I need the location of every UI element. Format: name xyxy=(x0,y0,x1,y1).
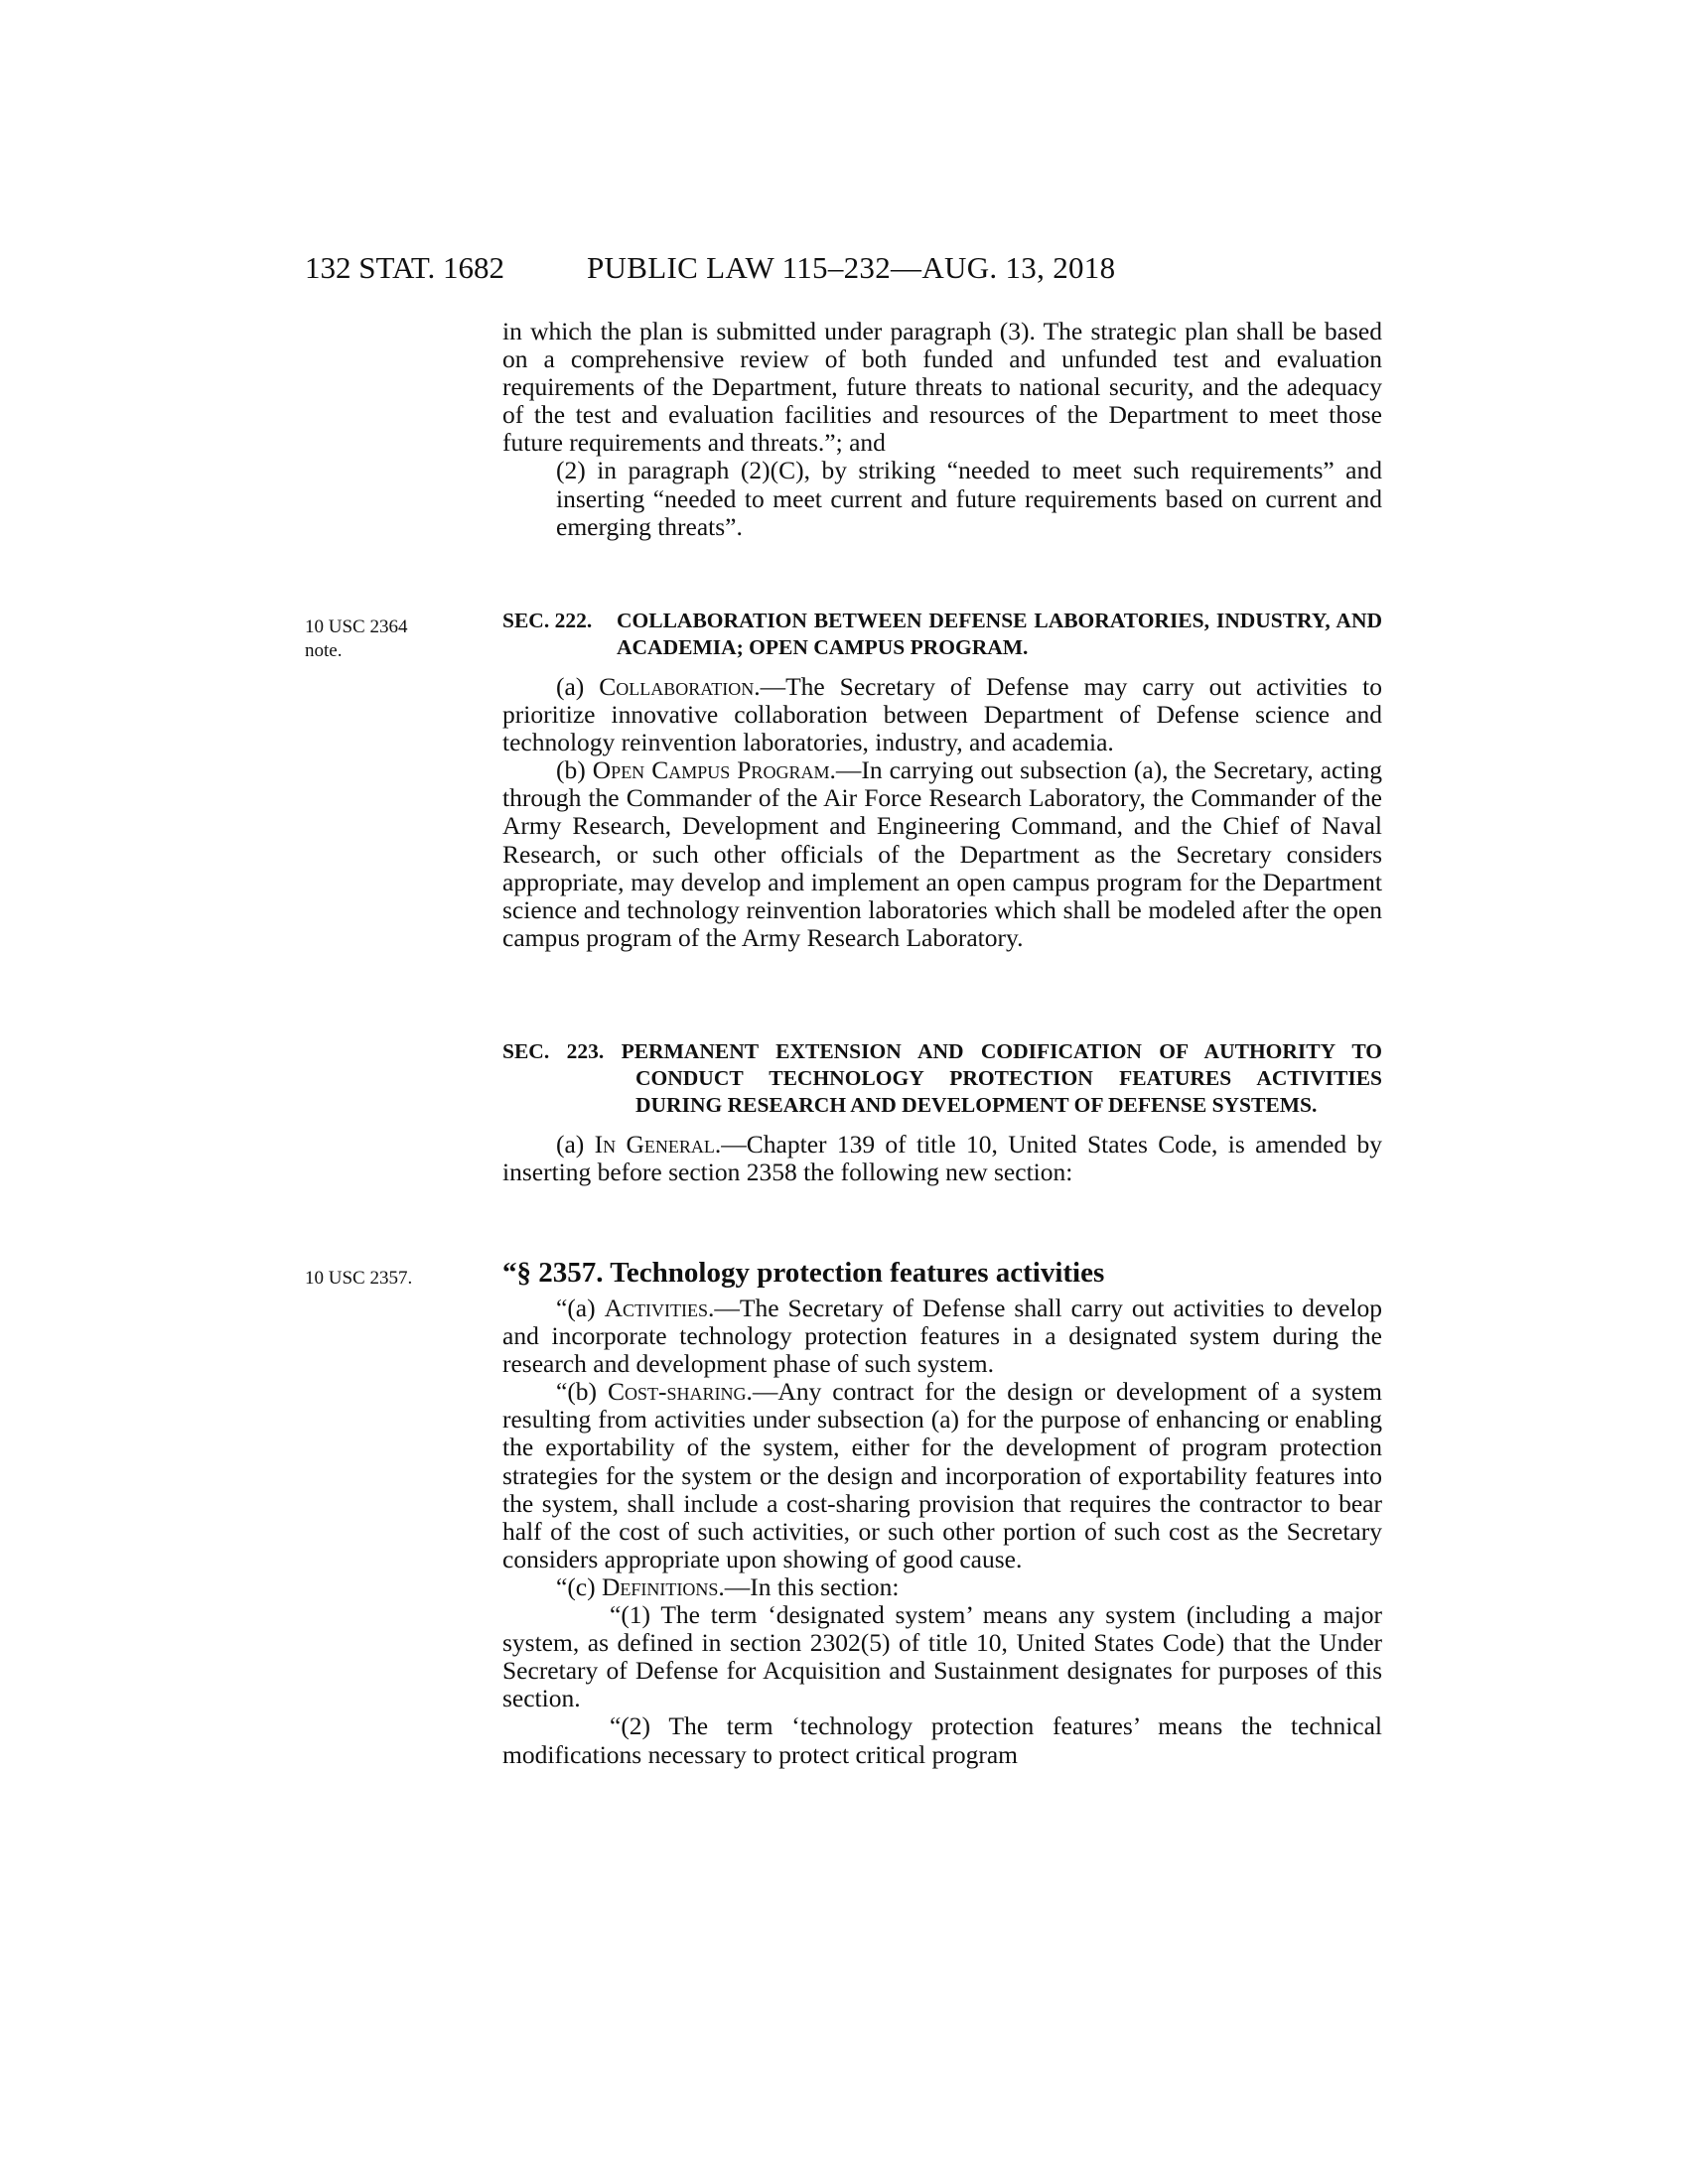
section-223-label: SEC. 223. xyxy=(502,1039,605,1063)
subsection-b-open-campus: (b) Open Campus Program.—In carrying out subsection (a), the Secretary, acting through the Commander of the Air Force Research Laboratory, the Commander of the Army Research, Development and Engineering Command, and the Chief of Naval Research, or such other officials of the Department as the Secretary considers appropriate, may develop and implement an open campus program for the Department science and technology reinvention laboratories which shall be modeled after the open campus program of the Army Research Laboratory. xyxy=(502,755,1383,952)
body-text-top xyxy=(502,318,1382,541)
subsection-a-in-general: (a) In General.—Chapter 139 of title 10, United States Code, is amended by inserting before section 2358 the following new section: xyxy=(502,1130,1383,1187)
paragraph-strategic-plan: in which the plan is submitted under paragraph (3). The strategic plan shall be based on a comprehensive review of both funded and unfunded test and evaluation requirements of the Department, future threats to national security, and the adequacy of the test and evaluation facilities and resources of the Department to meet those future requirements and threats.”; and xyxy=(502,317,1382,458)
page-header xyxy=(0,250,1688,300)
code-subsection-a-activities: “(a) Activities.—The Secretary of Defense shall carry out activities to develop and incorporate technology protection features in a designated system during the research and development phase of such system. xyxy=(502,1294,1382,1379)
code-subsection-c-definitions: “(c) Definitions.—In this section: xyxy=(556,1571,900,1601)
section-2357 xyxy=(502,1257,1382,1769)
code-subsection-b-cost-sharing: “(b) Cost-sharing.—Any contract for the design or development of a system resulting from activities under subsection (a) for the purpose of enhancing or enabling the exportability of the system, either for the development of program protection strategies for the system or the design and incorporation of exportability features into the system, shall include a cost-sharing provision that requires the contractor to bear half of the cost of such activities, or such other portion of such cost as the Secretary considers appropriate upon showing of good cause. xyxy=(502,1377,1382,1573)
definition-2-technology-protection-features: “(2) The term ‘technology protection features’ means the technical modifications necessary to protect critical program xyxy=(502,1711,1382,1769)
subsection-heading: Definitions xyxy=(602,1571,719,1601)
subsection-heading: Cost-sharing xyxy=(608,1377,747,1407)
subsection-heading: In General xyxy=(594,1130,715,1159)
subsection-a-collaboration: (a) Collaboration.—The Secretary of Defense may carry out activities to prioritize innovative collaboration between Department of Defense science and technology reinvention laboratories, industry, and academia. xyxy=(502,672,1382,757)
section-222-heading xyxy=(502,608,1382,661)
margin-note-line: 10 USC 2357. xyxy=(305,1268,413,1289)
section-223-heading xyxy=(502,1038,1382,1119)
section-222-title: COLLABORATION BETWEEN DEFENSE LABORATORIES, INDUSTRY, AND ACADEMIA; OPEN CAMPUS PROGRAM. xyxy=(617,609,1382,659)
law-title: PUBLIC LAW 115–232—AUG. 13, 2018 xyxy=(587,250,1116,285)
subsection-heading: Collaboration xyxy=(599,672,755,701)
margin-note-usc-2364 xyxy=(305,615,484,663)
section-223 xyxy=(502,1038,1382,1186)
section-222 xyxy=(502,608,1382,952)
section-223-title: PERMANENT EXTENSION AND CODIFICATION OF AUTHORITY TO CONDUCT TECHNOLOGY PROTECTION FEATURES ACTIVITIES DURING RESEARCH AND DEVELOPMENT OF DEFENSE SYSTEMS. xyxy=(621,1039,1383,1117)
subsection-heading: Activities xyxy=(604,1294,708,1322)
stat-page-number: 132 STAT. 1682 xyxy=(305,250,505,285)
margin-note-line: 10 USC 2364 xyxy=(305,616,408,637)
margin-note-line: note. xyxy=(305,640,343,661)
code-section-heading: “§ 2357. Technology protection features activities xyxy=(502,1257,1105,1289)
margin-note-usc-2357 xyxy=(305,1267,484,1291)
definition-1-designated-system: “(1) The term ‘designated system’ means any system (including a major system, as defined in section 2302(5) of title 10, United States Code) that the Under Secretary of Defense for Acquisition and Sustainment designates for purposes of this section. xyxy=(502,1600,1382,1713)
paragraph-2c: (2) in paragraph (2)(C), by striking “needed to meet such requirements” and inserting “needed to meet current and future requirements based on current and emerging threats”. xyxy=(556,456,1382,541)
section-222-label: SEC. 222. xyxy=(502,609,593,632)
subsection-heading: Open Campus Program xyxy=(592,755,830,785)
